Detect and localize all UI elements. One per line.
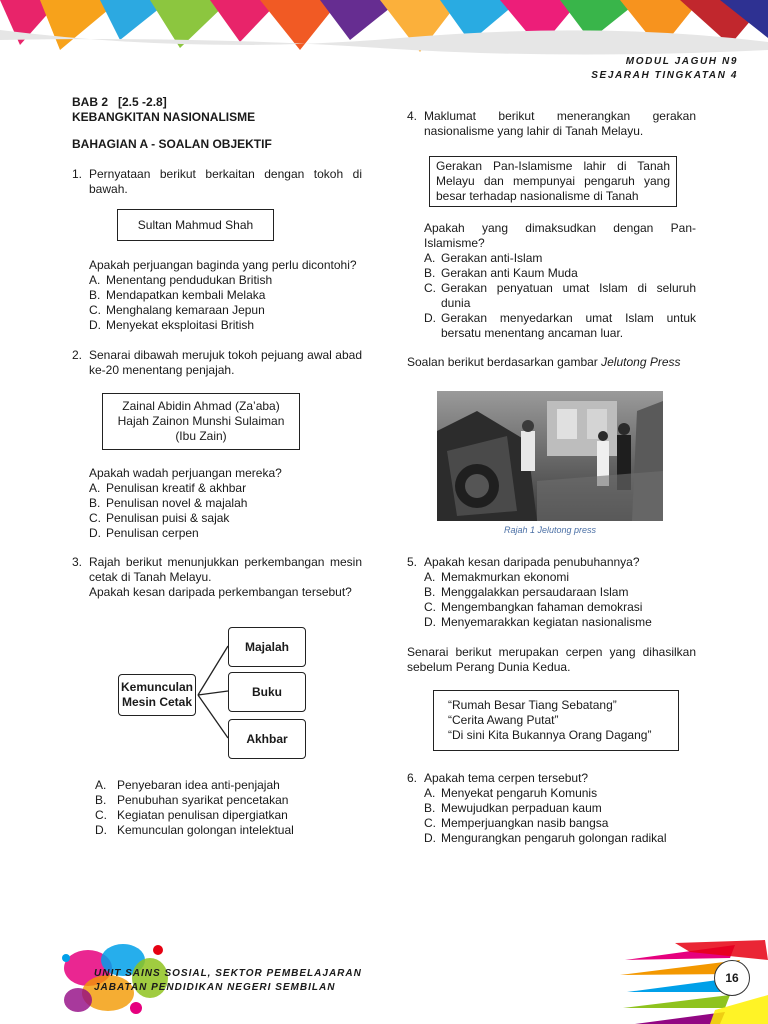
q3-diagram xyxy=(118,625,308,761)
option-text: Menghalang kemaraan Jepun xyxy=(106,303,265,317)
question-5 xyxy=(407,555,696,570)
question-text: Rajah berikut menunjukkan perkembangan mesin cetak di Tanah Melayu. xyxy=(89,555,362,584)
q2-box-line-1: Zainal Abidin Ahmad (Za’aba) xyxy=(122,399,280,413)
question-number: 6. xyxy=(407,771,418,785)
option-letter: A. xyxy=(89,273,101,287)
chapter-subtitle: KEBANGKITAN NASIONALISME xyxy=(72,110,256,124)
footer-line-2: JABATAN PENDIDIKAN NEGERI SEMBILAN xyxy=(94,982,336,993)
option-letter: D. xyxy=(89,526,101,540)
option-text: Gerakan anti Kaum Muda xyxy=(441,266,578,280)
question-number: 5. xyxy=(407,555,418,569)
option-text: Kemunculan golongan intelektual xyxy=(117,823,294,837)
option-letter: A. xyxy=(424,251,436,265)
option-letter: D. xyxy=(424,615,436,629)
option-a[interactable] xyxy=(424,251,696,266)
option-d[interactable] xyxy=(424,831,696,846)
option-b[interactable] xyxy=(424,585,696,600)
diagram-source-line-2: Mesin Cetak xyxy=(121,695,193,709)
question-text: Pernyataan berikut berkaitan dengan tokoh di bawah. xyxy=(89,167,362,196)
question-text: Apakah tema cerpen tersebut? xyxy=(424,771,589,785)
option-a[interactable] xyxy=(95,778,365,793)
q2-box-line-3: (Ibu Zain) xyxy=(175,429,227,443)
q2-question: Apakah wadah perjuangan mereka? xyxy=(89,466,282,480)
q1-question: Apakah perjuangan baginda yang perlu dicontohi? xyxy=(89,258,357,272)
option-letter: C. xyxy=(424,281,436,295)
option-letter: A. xyxy=(89,481,101,495)
option-text: Mengembangkan fahaman demokrasi xyxy=(441,600,643,614)
option-text: Menyekat pengaruh Komunis xyxy=(441,786,598,800)
q6-options xyxy=(424,786,696,846)
question-text: Senarai dibawah merujuk tokoh pejuang awal abad ke-20 menentang penjajah. xyxy=(89,348,362,377)
q4-info-box: Gerakan Pan-Islamisme lahir di Tanah Melayu dan mempunyai pengaruh yang besar terhadap nasionalisme di Tanah xyxy=(429,156,677,207)
right-column-lower xyxy=(407,555,696,846)
option-text: Penulisan kreatif & akhbar xyxy=(106,481,247,495)
option-text: Kegiatan penulisan dipergiatkan xyxy=(117,808,288,822)
footer-line-1: UNIT SAINS SOSIAL, SEKTOR PEMBELAJARAN xyxy=(94,968,362,979)
option-text: Mengurangkan pengaruh golongan radikal xyxy=(441,831,667,845)
q2-box-line-2: Hajah Zainon Munshi Sulaiman xyxy=(117,414,285,428)
diagram-target-buku xyxy=(228,672,306,712)
option-text: Menyekat eksploitasi British xyxy=(106,318,255,332)
decorative-banner xyxy=(0,0,768,60)
option-a[interactable] xyxy=(424,570,696,585)
cerpen-intro: Senarai berikut merupakan cerpen yang dihasilkan sebelum Perang Dunia Kedua. xyxy=(407,645,696,674)
option-letter: D. xyxy=(424,311,436,325)
option-text: Penyebaran idea anti-penjajah xyxy=(117,778,280,792)
option-text: Penubuhan syarikat pencetakan xyxy=(117,793,289,807)
section-title: BAHAGIAN A - SOALAN OBJEKTIF xyxy=(72,137,272,151)
option-c[interactable] xyxy=(424,600,696,615)
cerpen-list-box xyxy=(433,690,679,751)
option-letter: C. xyxy=(424,816,436,830)
footer-text xyxy=(94,967,362,995)
q5-options xyxy=(424,570,696,630)
option-letter: A. xyxy=(424,570,436,584)
module-line-2: SEJARAH TINGKATAN 4 xyxy=(591,70,738,81)
page-number: 16 xyxy=(714,960,750,996)
cerpen-item: “Rumah Besar Tiang Sebatang” xyxy=(448,698,617,712)
diagram-target-label: Akhbar xyxy=(246,732,288,746)
option-text: Penulisan cerpen xyxy=(106,526,199,540)
option-letter: A. xyxy=(424,786,436,800)
question-6 xyxy=(407,771,696,786)
question-number: 1. xyxy=(72,167,83,181)
option-letter: D. xyxy=(89,318,101,332)
cerpen-item: “Di sini Kita Bukannya Orang Dagang” xyxy=(448,728,652,742)
option-letter: C. xyxy=(95,808,107,822)
option-letter: C. xyxy=(89,511,101,525)
photo-intro xyxy=(407,355,696,370)
option-letter: B. xyxy=(424,266,436,280)
question-2 xyxy=(72,348,362,378)
q4-question: Apakah yang dimaksudkan dengan Pan-Islamisme? xyxy=(424,221,696,250)
option-c[interactable] xyxy=(424,281,696,311)
option-letter: B. xyxy=(89,288,101,302)
question-1 xyxy=(72,167,362,197)
option-b[interactable] xyxy=(424,801,696,816)
chapter-title: BAB 2 [2.5 -2.8] xyxy=(72,95,167,109)
option-c[interactable] xyxy=(89,303,362,318)
q3-question: Apakah kesan daripada perkembangan tersebut? xyxy=(89,585,352,599)
option-c[interactable] xyxy=(89,511,362,526)
right-column xyxy=(407,109,696,370)
option-text: Menyemarakkan kegiatan nasionalisme xyxy=(441,615,652,629)
option-text: Penulisan novel & majalah xyxy=(106,496,248,510)
option-text: Menentang pendudukan British xyxy=(106,273,273,287)
jelutong-press-photo xyxy=(437,391,663,521)
q2-figure-box xyxy=(102,393,300,450)
q3-options xyxy=(95,778,365,838)
option-d[interactable] xyxy=(95,823,365,838)
option-a[interactable] xyxy=(89,273,362,288)
option-text: Gerakan menyedarkan umat Islam untuk bersatu menentang ancaman luar. xyxy=(441,311,696,340)
photo-illustration xyxy=(437,391,663,521)
photo-caption: Rajah 1 Jelutong press xyxy=(503,525,597,535)
question-3 xyxy=(72,555,362,585)
option-letter: B. xyxy=(89,496,101,510)
question-4 xyxy=(407,109,696,139)
option-d[interactable] xyxy=(424,311,696,341)
diagram-target-majalah xyxy=(228,627,306,667)
q2-options xyxy=(89,481,362,541)
diagram-source-line-1: Kemunculan xyxy=(120,680,193,694)
question-number: 4. xyxy=(407,109,418,123)
option-letter: B. xyxy=(95,793,107,807)
question-number: 3. xyxy=(72,555,83,569)
question-text: Apakah kesan daripada penubuhannya? xyxy=(424,555,640,569)
option-text: Mendapatkan kembali Melaka xyxy=(106,288,266,302)
diagram-target-label: Majalah xyxy=(244,640,289,654)
q1-box-text: Sultan Mahmud Shah xyxy=(137,217,254,232)
option-c[interactable] xyxy=(424,816,696,831)
option-text: Gerakan anti-Islam xyxy=(441,251,543,265)
module-line-1: MODUL JAGUH N9 xyxy=(625,56,738,67)
option-b[interactable] xyxy=(89,288,362,303)
option-letter: B. xyxy=(424,801,436,815)
option-letter: C. xyxy=(424,600,436,614)
option-a[interactable] xyxy=(424,786,696,801)
q1-figure-box xyxy=(117,209,274,241)
option-c[interactable] xyxy=(95,808,365,823)
photo-intro-italic: Jelutong Press xyxy=(601,355,681,369)
option-b[interactable] xyxy=(424,266,696,281)
question-text: Maklumat berikut menerangkan gerakan nasionalisme yang lahir di Tanah Melayu. xyxy=(424,109,696,138)
question-number: 2. xyxy=(72,348,83,362)
option-text: Penulisan puisi & sajak xyxy=(106,511,230,525)
option-text: Mewujudkan perpaduan kaum xyxy=(441,801,602,815)
option-text: Menggalakkan persaudaraan Islam xyxy=(441,585,629,599)
option-letter: D. xyxy=(424,831,436,845)
option-text: Gerakan penyatuan umat Islam di seluruh dunia xyxy=(441,281,696,310)
left-column xyxy=(72,95,362,600)
diagram-source-box xyxy=(118,674,196,716)
cerpen-item: “Cerita Awang Putat” xyxy=(448,713,559,727)
option-b[interactable] xyxy=(89,496,362,511)
option-d[interactable] xyxy=(424,615,696,630)
option-a[interactable] xyxy=(89,481,362,496)
option-letter: B. xyxy=(424,585,436,599)
option-letter: D. xyxy=(95,823,107,837)
option-b[interactable] xyxy=(95,793,365,808)
module-title xyxy=(591,56,738,81)
diagram-target-label: Buku xyxy=(252,685,282,699)
photo-intro-text: Soalan berikut berdasarkan gambar xyxy=(407,355,602,369)
option-d[interactable] xyxy=(89,526,362,541)
q1-options xyxy=(89,273,362,333)
q4-options xyxy=(424,251,696,341)
diagram-target-akhbar xyxy=(228,719,306,759)
option-text: Memakmurkan ekonomi xyxy=(441,570,570,584)
option-d[interactable] xyxy=(89,318,362,333)
option-text: Memperjuangkan nasib bangsa xyxy=(441,816,609,830)
option-letter: C. xyxy=(89,303,101,317)
option-letter: A. xyxy=(95,778,107,792)
